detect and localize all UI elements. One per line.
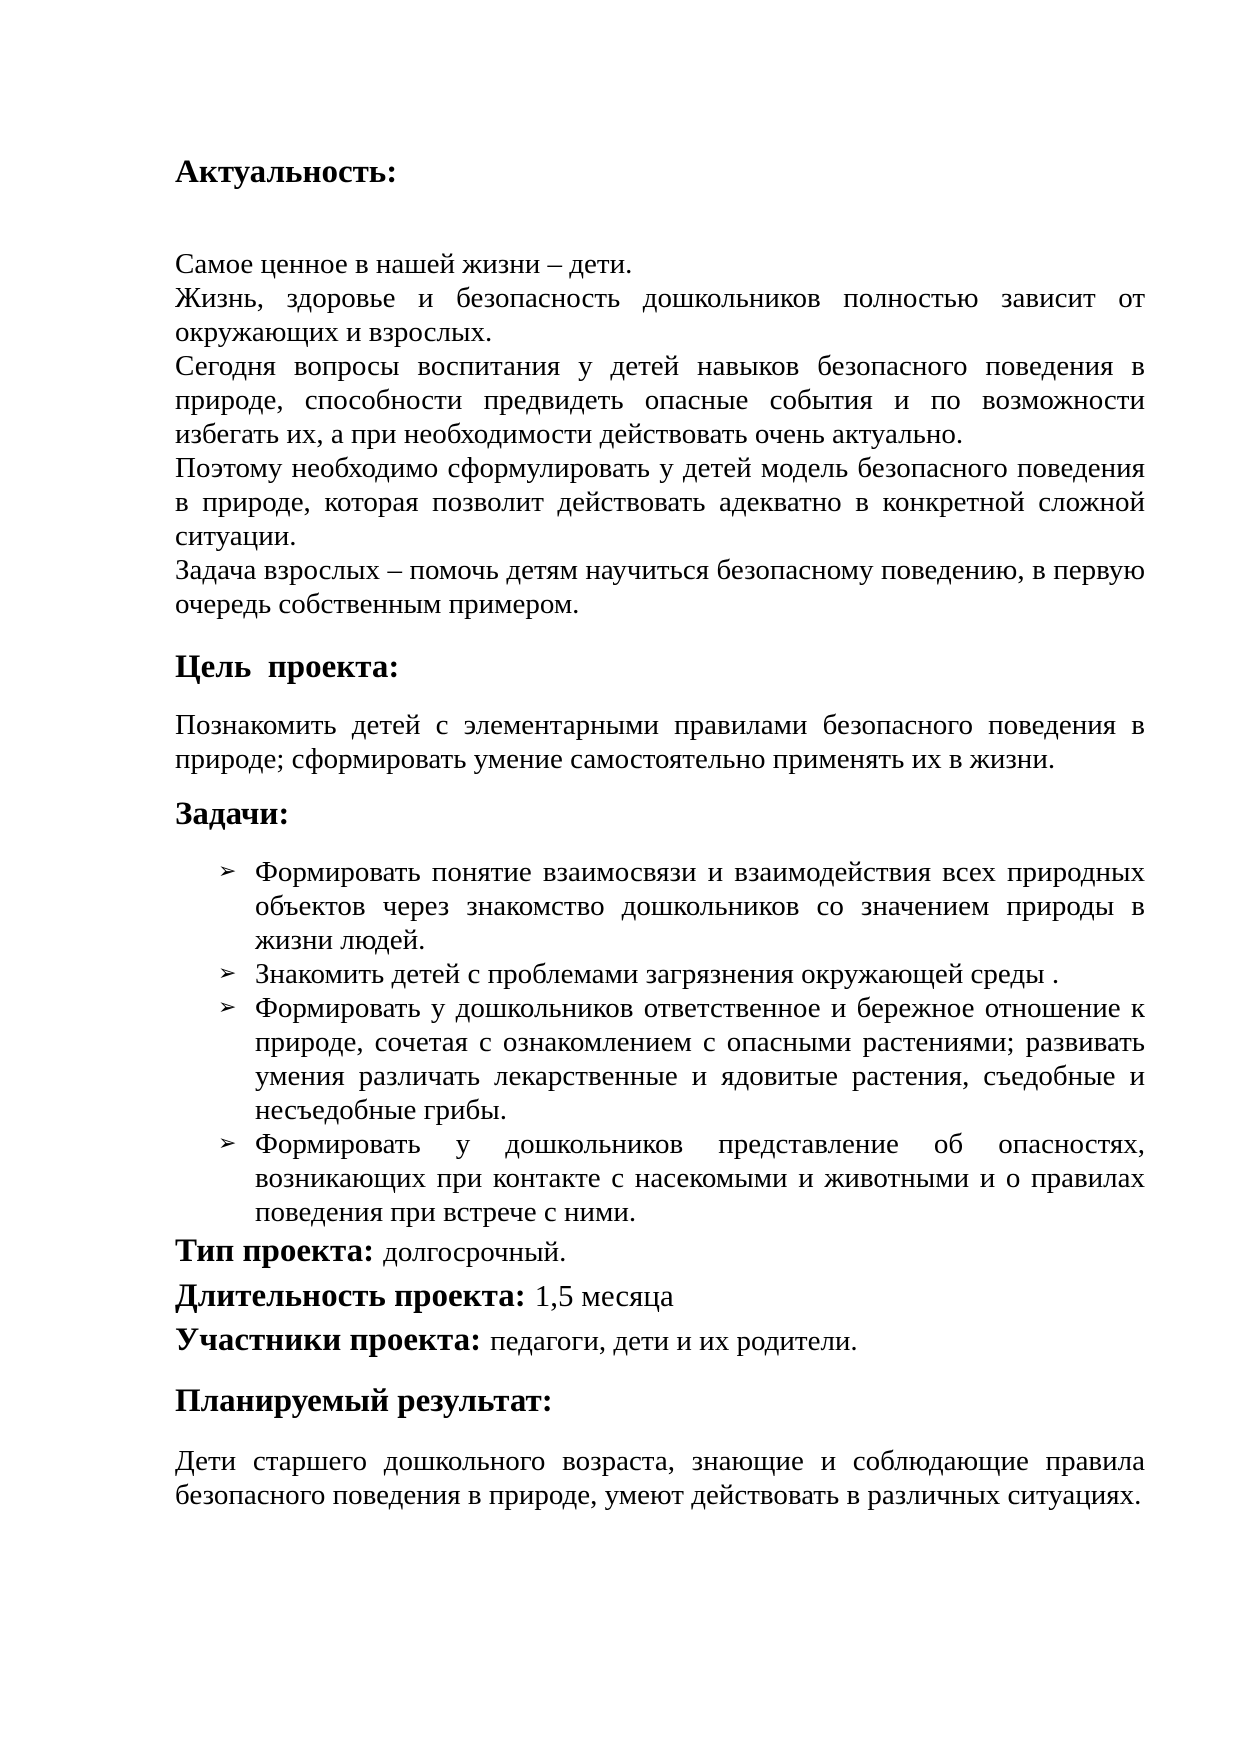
task-item-text: Формировать у дошкольников представление об опасностях, возникающих при контакте с насекомыми и животными и о правилах поведения при встрече с ними. bbox=[255, 1128, 1145, 1228]
project-participants-value: педагоги, дети и их родители. bbox=[490, 1325, 858, 1357]
project-type-label: Тип проекта: bbox=[175, 1233, 375, 1269]
arrow-bullet-icon: ➢ bbox=[218, 961, 237, 986]
list-item bbox=[175, 855, 1145, 957]
list-item bbox=[175, 957, 1145, 991]
project-type-line bbox=[175, 1229, 1145, 1274]
project-participants-label: Участники проекта: bbox=[175, 1322, 482, 1358]
paragraph-intro-5: Задача взрослых – помочь детям научиться безопасному поведению, в первую очередь собственным примером. bbox=[175, 554, 1145, 620]
paragraph-intro-1: Самое ценное в нашей жизни – дети. bbox=[175, 248, 633, 280]
section-heading-zadachi: Задачи: bbox=[175, 796, 290, 832]
project-duration-line bbox=[175, 1274, 1145, 1318]
arrow-bullet-icon: ➢ bbox=[218, 859, 237, 884]
task-item-text: Формировать у дошкольников ответственное и бережное отношение к природе, сочетая с ознакомлением с опасными растениями; развивать умения различать лекарственные и ядовитые растения, съедобные и несъедобные грибы. bbox=[255, 992, 1145, 1126]
project-type-value: долгосрочный. bbox=[383, 1236, 567, 1268]
task-item-text: Формировать понятие взаимосвязи и взаимодействия всех природных объектов через знакомство дошкольников со значением природы в жизни людей. bbox=[255, 856, 1145, 956]
project-participants-line bbox=[175, 1318, 1145, 1363]
paragraph-result: Дети старшего дошкольного возраста, знающие и соблюдающие правила безопасного поведения в природе, умеют действовать в различных ситуациях. bbox=[175, 1445, 1145, 1511]
section-heading-result: Планируемый результат: bbox=[175, 1383, 553, 1419]
paragraph-intro-4: Поэтому необходимо сформулировать у детей модель безопасного поведения в природе, которая позволит действовать адекватно в конкретной сложной ситуации. bbox=[175, 452, 1145, 552]
list-item bbox=[175, 991, 1145, 1127]
paragraph-intro-2: Жизнь, здоровье и безопасность дошкольников полностью зависит от окружающих и взрослых. bbox=[175, 282, 1145, 348]
arrow-bullet-icon: ➢ bbox=[218, 1131, 237, 1156]
paragraph-tsel: Познакомить детей с элементарными правилами безопасного поведения в природе; сформировать умение самостоятельно применять их в жизни. bbox=[175, 709, 1145, 775]
section-heading-aktualnost: Актуальность: bbox=[175, 154, 398, 190]
project-duration-label: Длительность проекта: bbox=[175, 1278, 526, 1314]
paragraph-intro-3: Сегодня вопросы воспитания у детей навыков безопасного поведения в природе, способности предвидеть опасные события и по возможности избегать их, а при необходимости действовать очень актуально. bbox=[175, 350, 1145, 450]
section-heading-tsel: Цель проекта: bbox=[175, 649, 400, 685]
project-duration-value: 1,5 месяца bbox=[534, 1278, 674, 1313]
arrow-bullet-icon: ➢ bbox=[218, 995, 237, 1020]
task-item-text: Знакомить детей с проблемами загрязнения окружающей среды . bbox=[255, 958, 1060, 990]
list-item bbox=[175, 1127, 1145, 1229]
tasks-list bbox=[175, 855, 1145, 1229]
